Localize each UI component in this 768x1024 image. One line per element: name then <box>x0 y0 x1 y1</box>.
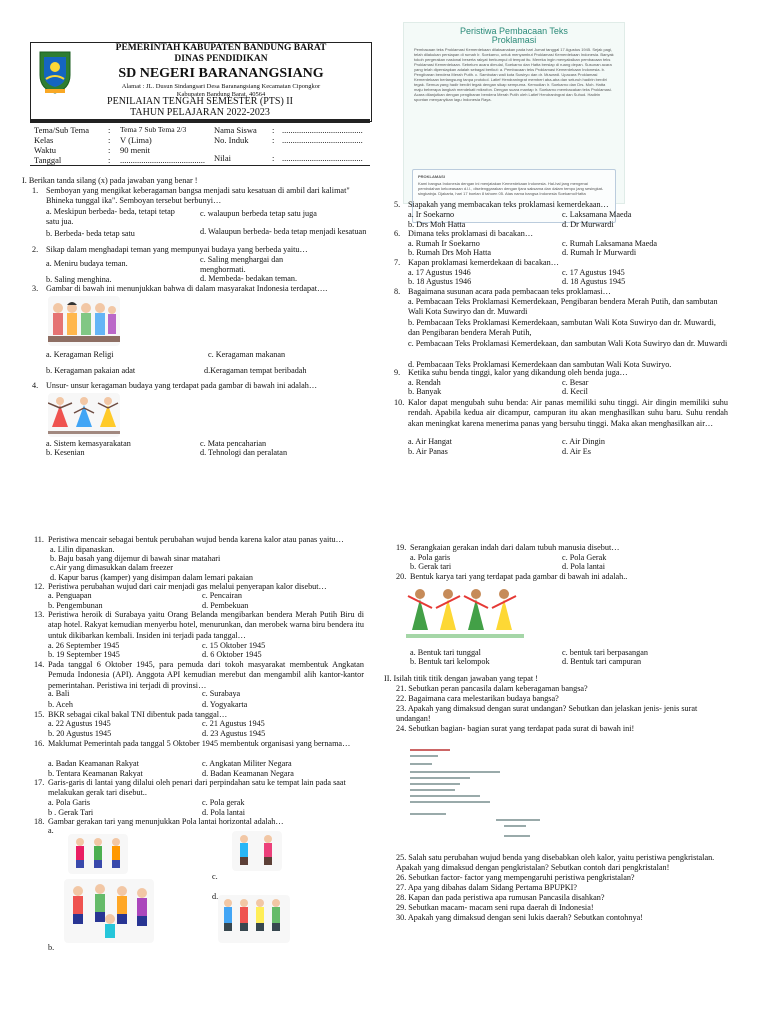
kelas-colon: : <box>108 135 111 145</box>
q1-option-d[interactable]: d. Walaupun berbeda- beda tetap menjadi kesatuan <box>200 227 367 236</box>
q17-option-d[interactable]: d. Pola lantai <box>202 808 245 817</box>
kelas-value: V (Lima) <box>120 135 152 145</box>
exam-title: PENILAIAN TENGAH SEMESTER (PTS) II <box>107 96 293 107</box>
q2-number: 2. <box>32 245 39 254</box>
q17-option-a[interactable]: a. Pola Garis <box>48 798 91 807</box>
q5-option-a[interactable]: a. Ir Soekarno <box>408 210 455 219</box>
q8-option-c[interactable]: c. Pembacaan Teks Proklamasi Kemerdekaan, dan sambutan Wali Kota Suwiryo dan dr. Muwardi <box>408 339 728 348</box>
q5-number: 5. <box>394 200 401 209</box>
q12-number: 12. <box>34 582 45 591</box>
q9-option-b[interactable]: b. Banyak <box>408 387 442 396</box>
q20-option-d[interactable]: d. Bentuk tari campuran <box>562 657 642 666</box>
q5-text: Siapakah yang membacakan teks proklamasi kemerdekaan… <box>408 200 609 209</box>
q1-option-a[interactable]: a. Meskipun berbeda- beda, tetapi tetap satu jua. <box>46 207 175 227</box>
kelas-label: Kelas <box>34 135 54 145</box>
q2-text: Sikap dalam menghadapi teman yang mempunyai budaya yang berbeda yaitu… <box>46 245 308 254</box>
q20-option-b[interactable]: b. Bentuk tari kelompok <box>410 657 490 666</box>
q7-option-a[interactable]: a. 17 Agustus 1946 <box>408 268 471 277</box>
q9-text: Ketika suhu benda tinggi, kalor yang dikandung oleh benda juga… <box>408 368 628 377</box>
q2-option-c[interactable]: c. Saling menghargai dan menghormati. <box>200 255 284 275</box>
q13-option-a[interactable]: a. 26 September 1945 <box>48 641 120 650</box>
q16-text: Maklumat Pemerintah pada tanggal 5 Oktober 1945 membentuk organisasi yang bernama… <box>48 739 351 748</box>
q13-option-b[interactable]: b. 19 September 1945 <box>48 650 120 659</box>
q10-option-a[interactable]: a. Air Hangat <box>408 437 452 446</box>
dance-pattern-a-illustration <box>68 834 128 874</box>
q6-option-c[interactable]: c. Rumah Laksamana Maeda <box>562 239 658 248</box>
proklamasi-text: Pembacaan teks Proklamasi Kemerdekaan dilaksanakan pada hari Jumat tanggal 17 Agustus 1945. Sejak pagi, telah dilakukan persiapan di rumah Ir. Soekarno, untuk menyambut Proklamasi Kemerdekaan Indonesia. Banyak tokoh pergerakan nasional beserta rakyat berkumpul di tempat itu. Mereka ingin menyaksikan pembacaan teks Proklamasi Kemerdekaan. Sebelum acara dimulai, Soekarno dan Hatta bersiap di ruang depan. Susunan acara yang telah dipersiapkan adalah sebagai berikut: a. Pembacaan teks Proklamasi Kemerdekaan Indonesia. b. Pengibaran bendera Merah Putih. c. Sambutan wali kota Suwiryo dan dr. Muwardi. Upacara Proklamasi Kemerdekaan berlangsung tanpa protokol. Latief Hendraningrat memberi aba-aba dan seluruh hadirin berdiri tegak. Semua yang hadir berdiri tegak dengan sikap sempurna. Kemudian Ir. Soekarno dan Drs. Moh. Hatta maju beberapa langkah mendekati mikrofon. Dengan suara mantap Ir. Soekarno membacakan teks Proklamasi. Acara dilanjutkan dengan pengibaran bendera Merah Putih oleh Latief Hendraningrat dan Suhud. Hadirin spontan menyanyikan lagu Indonesia Raya. <box>414 47 614 102</box>
q6-text: Dimana teks proklamasi di bacakan… <box>408 229 534 238</box>
q17-text: Garis-garis di lantai yang dilalui oleh penari dari perpindahan satu ke tempat lain pada saat melakukan gerak tari disebut.. <box>48 778 346 798</box>
q4-text: Unsur- unsur keragaman budaya yang terdapat pada gambar di bawah ini adalah… <box>46 381 318 390</box>
q14-text: Pada tanggal 6 Oktober 1945, para pemuda dari tokoh masyarakat membentuk Angkatan Pemuda Indonesia (API). Anggota API kemudian merebut dan mengambil alih kantor-kantor pemerintahan. Peristiwa ini terjadi di provinsi… <box>48 660 364 690</box>
nama-field[interactable]: ...................................... <box>282 125 363 135</box>
tema-colon: : <box>108 125 111 135</box>
q6-option-d[interactable]: d. Rumah Ir Murwardi <box>562 248 637 257</box>
q7-option-b[interactable]: b. 18 Agustus 1946 <box>408 277 472 286</box>
induk-colon: : <box>272 135 275 145</box>
proklamasi-reading-panel <box>403 22 625 204</box>
school-logo <box>37 49 73 95</box>
q9-option-d[interactable]: d. Kecil <box>562 387 588 396</box>
q3-option-d[interactable]: d.Keragaman tempat beribadah <box>204 366 307 375</box>
waktu-label: Waktu <box>34 145 56 155</box>
q3-option-a[interactable]: a. Keragaman Religi <box>46 350 114 359</box>
essay-question-21: 21. Sebutkan peran pancasila dalam keberagaman bangsa? <box>396 684 588 693</box>
q4-option-c[interactable]: c. Mata pencaharian <box>200 439 267 448</box>
essay-question-27: 27. Apa yang dibahas dalam Sidang Pertama BPUPKI? <box>396 883 578 892</box>
essay-question-30: 30. Apakah yang dimaksud dengan seni lukis daerah? Sebutkan contohnya! <box>396 913 643 922</box>
essay-question-25: 25. Salah satu perubahan wujud benda yang disebabkan oleh kalor, yaitu peristiwa pengkristalan. Apakah yang dimaksud dengan pengkristalan? Sebutkan contoh dari pengkristalan! <box>396 853 715 873</box>
q10-option-c[interactable]: c. Air Dingin <box>562 437 605 446</box>
q20-option-c[interactable]: c. bentuk tari berpasangan <box>562 648 648 657</box>
essay-question-23: 23. Apakah yang dimaksud dengan surat undangan? Sebutkan dan jelaskan jenis- jenis surat undangan! <box>396 704 698 724</box>
q15-option-c[interactable]: c. 21 Agustus 1945 <box>202 719 265 728</box>
tema-label: Tema/Sub Tema <box>34 125 90 135</box>
q11-option-d[interactable]: d. Kapur barus (kamper) yang disimpan dalam lemari pakaian <box>50 573 254 582</box>
essay-question-26: 26. Sebutkan factor- factor yang mempengaruhi peristiwa pengkristalan? <box>396 873 635 882</box>
q5-option-d[interactable]: d. Dr Murwardi <box>562 220 614 229</box>
nilai-colon: : <box>272 153 275 163</box>
q15-option-b[interactable]: b. 20 Agustus 1945 <box>48 729 112 738</box>
q1-option-b[interactable]: b. Berbeda- beda tetap satu <box>46 229 135 238</box>
q17-option-c[interactable]: c. Pola gerak <box>202 798 245 807</box>
q6-option-b[interactable]: b. Rumah Drs Moh Hatta <box>408 248 492 257</box>
tanggal-colon: : <box>108 155 111 165</box>
q19-option-d[interactable]: d. Pola lantai <box>562 562 605 571</box>
nama-label: Nama Siswa <box>214 125 257 135</box>
q12-option-d[interactable]: d. Pembekuan <box>202 601 249 610</box>
essay-question-24: 24. Sebutkan bagian- bagian surat yang terdapat pada surat di bawah ini! <box>396 724 635 733</box>
q3-number: 3. <box>32 284 39 293</box>
q14-option-c[interactable]: c. Surabaya <box>202 689 241 698</box>
waktu-value: 90 menit <box>120 145 150 155</box>
proklamasi-title-2: Proklamasi <box>491 35 537 45</box>
q18-number: 18. <box>34 817 45 826</box>
q15-option-d[interactable]: d. 23 Agustus 1945 <box>202 729 266 738</box>
q19-number: 19. <box>396 543 407 552</box>
q18-text: Gambar gerakan tari yang menunjukkan Pola lantai horizontal adalah… <box>48 817 284 826</box>
q11-option-b[interactable]: b. Baju basah yang dijemur di bawah sinar matahari <box>50 554 221 563</box>
exam-year: TAHUN PELAJARAN 2022-2023 <box>130 107 270 118</box>
q10-option-d[interactable]: d. Air Es <box>562 447 591 456</box>
dancers-illustration <box>48 393 120 437</box>
q6-option-a[interactable]: a. Rumah Ir Soekarno <box>408 239 480 248</box>
address-line-1: Alamat : JL. Dusun Sindangsari Desa Baranangsiang Kecamatan Cipongkor <box>121 83 321 90</box>
q18-option-b[interactable]: b. <box>48 943 55 952</box>
q5-option-b[interactable]: b. Drs Moh Hatta <box>408 220 466 229</box>
q13-number: 13. <box>34 610 45 619</box>
q17-option-b[interactable]: b . Gerak Tari <box>48 808 94 817</box>
q18-option-c[interactable]: c. <box>212 872 218 881</box>
q11-text: Peristiwa mencair sebagai bentuk perubahan wujud benda karena kalor atau panas yaitu… <box>48 535 344 544</box>
q11-option-c[interactable]: c.Air yang dimasukkan dalam freezer <box>50 563 173 572</box>
info-table <box>30 122 370 166</box>
q16-option-d[interactable]: d. Badan Keamanan Negara <box>202 769 294 778</box>
nilai-label: Nilai <box>214 153 231 163</box>
q8-number: 8. <box>394 287 401 296</box>
q6-number: 6. <box>394 229 401 238</box>
q14-option-d[interactable]: d. Yogyakarta <box>202 700 248 709</box>
q8-option-d[interactable]: d. Pembacaan Teks Proklamasi Kemerdekaan dan sambutan Wali Kota Suwiryo. <box>408 360 672 369</box>
school-name: SD NEGERI BARANANGSIANG <box>118 66 324 81</box>
q12-option-c[interactable]: c. Pencairan <box>202 591 243 600</box>
q10-text: Kalor dapat mengubah suhu benda: Air panas memiliki suhu tinggi. Air dingin memiliki suhu rendah. Apabila kedua air dicampur, campuran itu akan menghasilkan suhu baru. Suhu rendah akan meningkat karena menerima panas yang bersuhu tinggi. Maka akan menghasilkan air… <box>408 398 728 428</box>
q3-option-c[interactable]: c. Keragaman makanan <box>208 350 286 359</box>
gov-title: PEMERINTAH KABUPATEN BANDUNG BARAT <box>115 43 327 53</box>
q16-option-a[interactable]: a. Badan Keamanan Rakyat <box>48 759 139 768</box>
q11-option-a[interactable]: a. Lilin dipanaskan. <box>50 545 115 554</box>
essay-question-28: 28. Kapan dan pada peristiwa apa rumusan Pancasila disahkan? <box>396 893 605 902</box>
q2-option-d[interactable]: d. Membeda- bedakan teman. <box>200 274 298 283</box>
waktu-colon: : <box>108 145 111 155</box>
q13-option-c[interactable]: c. 15 Oktober 1945 <box>202 641 266 650</box>
q16-number: 16. <box>34 739 45 748</box>
q2-option-b[interactable]: b. Saling menghina. <box>46 275 112 284</box>
essay-question-22: 22. Bagaimana cara melestarikan budaya bangsa? <box>396 694 559 703</box>
q7-text: Kapan proklamasi kemerdekaan di bacakan… <box>408 258 559 267</box>
q17-number: 17. <box>34 778 45 787</box>
section-1-instruction: I. Berikan tanda silang (x) pada jawaban yang benar ! <box>22 176 198 185</box>
tanggal-value[interactable]: ........................................ <box>120 155 205 165</box>
q4-number: 4. <box>32 381 39 390</box>
essay-question-29: 29. Sebutkan macam- macam seni rupa daerah di Indonesia! <box>396 903 594 912</box>
invitation-letter-image <box>404 737 554 841</box>
q19-option-b[interactable]: b. Gerak tari <box>410 562 452 571</box>
q20-number: 20. <box>396 572 407 581</box>
q15-number: 15. <box>34 710 45 719</box>
q4-option-b[interactable]: b. Kesenian <box>46 448 85 457</box>
dance-pattern-b-illustration <box>64 879 154 943</box>
tema-value: Tema 7 Sub Tema 2/3 <box>120 125 187 134</box>
q3-text: Gambar di bawah ini menunjukkan bahwa di dalam masyarakat Indonesia terdapat…. <box>46 284 328 293</box>
q3-option-b[interactable]: b. Keragaman pakaian adat <box>46 366 136 375</box>
q12-text: Peristiwa perubahan wujud dari cair menjadi gas melalui penyerapan kalor disebut… <box>48 582 327 591</box>
q5-option-c[interactable]: c. Laksamana Maeda <box>562 210 632 219</box>
q14-option-a[interactable]: a. Bali <box>48 689 70 698</box>
q2-option-a[interactable]: a. Meniru budaya teman. <box>46 259 128 268</box>
group-dance-illustration <box>406 584 524 644</box>
induk-label: No. Induk <box>214 135 249 145</box>
q9-number: 9. <box>394 368 401 377</box>
q7-option-c[interactable]: c. 17 Agustus 1945 <box>562 268 625 277</box>
q16-option-b[interactable]: b. Tentara Keamanan Rakyat <box>48 769 143 778</box>
q8-text: Bagaimana susunan acara pada pembacaan teks proklamasi… <box>408 287 611 296</box>
q1-option-c[interactable]: c. walaupun berbeda tetap satu juga <box>200 209 317 218</box>
q1-text: Semboyan yang mengikat keberagaman bangsa menjadi satu kesatuan di ambil dari kalimat" Bhineka tunggal ika". Semboyan tersebut berbunyi… <box>46 186 350 206</box>
q10-number: 10. <box>394 398 405 407</box>
q18-option-a[interactable]: a. <box>48 826 54 835</box>
q4-option-a[interactable]: a. Sistem kemasyarakatan <box>46 439 131 448</box>
q18-option-d[interactable]: d. <box>212 892 219 901</box>
address-line-2: Kabupaten Bandung Barat, 40564 <box>176 91 266 98</box>
q7-number: 7. <box>394 258 401 267</box>
q20-text: Bentuk karya tari yang terdapat pada gambar di bawah ini adalah.. <box>410 572 628 581</box>
q13-option-d[interactable]: d. 6 Oktober 1945 <box>202 650 262 659</box>
nilai-field[interactable]: ...................................... <box>282 153 363 163</box>
proklamasi-box-title: PROKLAMASI <box>418 174 445 179</box>
tanggal-label: Tanggal <box>34 155 62 165</box>
religion-diversity-illustration <box>48 296 120 346</box>
q16-option-c[interactable]: c. Angkatan Militer Negara <box>202 759 292 768</box>
q19-option-c[interactable]: c. Pola Gerak <box>562 553 607 562</box>
q8-option-a[interactable]: a. Pembacaan Teks Proklamasi Kemerdekaan, Pengibaran bendera Merah Putih, dan sambutan Wali Kota Suwiryo dan dr. Muwardi <box>408 297 718 317</box>
dept-title: DINAS PENDIDIKAN <box>174 54 268 64</box>
q14-number: 14. <box>34 660 45 669</box>
proklamasi-box-text: Kami bangsa Indonesia dengan ini menjatakan Kemerdekaan Indonesia. Hal-hal jang mengenai pemindahan kekoeasaan d.l.l., diselenggarakan dengan tjara saksama dan dalam tempo jang sesingkat-singkatnja. Djakarta, hari 17 boelan 8 tahoen 05. Atas nama bangsa Indonesia Soekarno/Hatta <box>418 181 604 196</box>
proklamasi-title-1: Peristiwa Pembacaan Teks <box>460 26 568 36</box>
q15-option-a[interactable]: a. 22 Agustus 1945 <box>48 719 111 728</box>
section-2-instruction: II. Isilah titik titik dengan jawaban yang tepat ! <box>384 674 538 683</box>
q15-text: BKR sebagai cikal bakal TNI dibentuk pada tanggal… <box>48 710 228 719</box>
q19-option-a[interactable]: a. Pola garis <box>410 553 451 562</box>
q4-option-d[interactable]: d. Tehnologi dan peralatan <box>200 448 288 457</box>
q19-text: Serangkaian gerakan indah dari dalam tubuh manusia disebut… <box>410 543 620 552</box>
dance-pattern-c-illustration <box>232 831 282 871</box>
dance-pattern-d-illustration <box>218 895 290 943</box>
q14-option-b[interactable]: b. Aceh <box>48 700 74 709</box>
q12-option-b[interactable]: b. Pengembunan <box>48 601 103 610</box>
q9-option-c[interactable]: c. Besar <box>562 378 589 387</box>
q12-option-a[interactable]: a. Penguapan <box>48 591 92 600</box>
q11-number: 11. <box>34 535 44 544</box>
q20-option-a[interactable]: a. Bentuk tari tunggal <box>410 648 481 657</box>
q7-option-d[interactable]: d. 18 Agustus 1945 <box>562 277 626 286</box>
q8-option-b[interactable]: b. Pembacaan Teks Proklamasi Kemerdekaan, sambutan Wali Kota Suwiryo dan dr. Muwardi, dan Pengibaran bendera Merah Putih, <box>408 318 716 338</box>
q10-option-b[interactable]: b. Air Panas <box>408 447 448 456</box>
q1-number: 1. <box>32 186 39 195</box>
q13-text: Peristiwa heroik di Surabaya yaitu Orang Belanda mengibarkan bendera Merah Putih Biru di atap hotel. Rakyat kemudian menyerbu hotel, menurunkan, dan merobek warna biru bendera itu untuk dikibarkan kembali. Insiden ini terjadi pada tanggal… <box>48 610 364 640</box>
nama-colon: : <box>272 125 275 135</box>
induk-field[interactable]: ...................................... <box>282 135 363 145</box>
q9-option-a[interactable]: a. Rendah <box>408 378 441 387</box>
